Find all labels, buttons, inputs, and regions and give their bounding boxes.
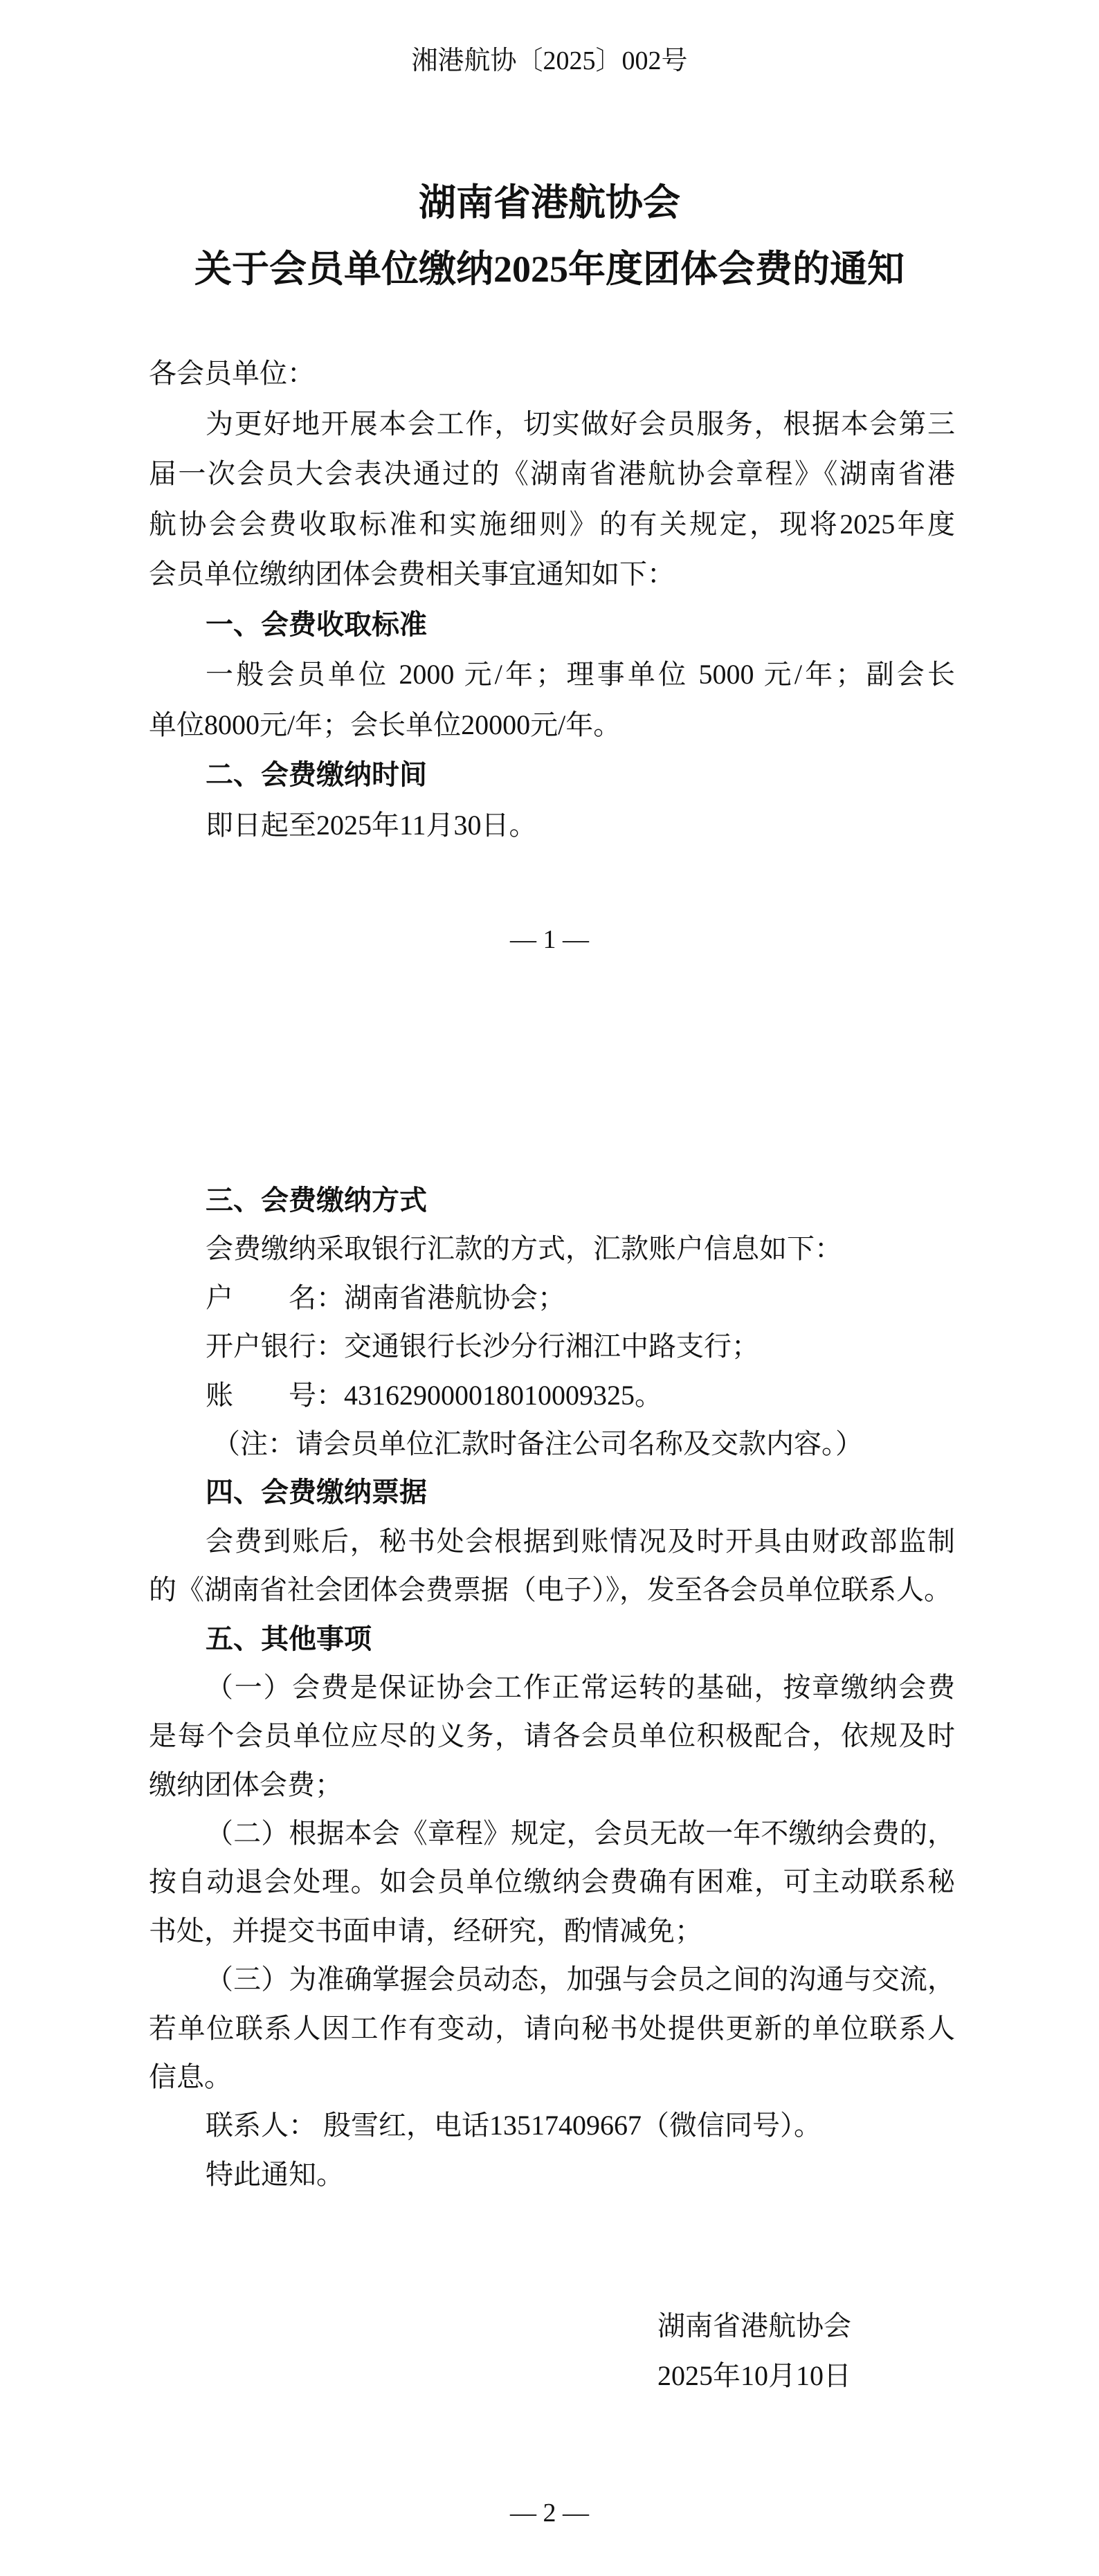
text-line: 二、会费缴纳时间 [206, 759, 427, 791]
paragraph [149, 399, 955, 600]
page1-body [149, 349, 955, 850]
text-line: （二）根据本会《章程》规定，会员无故一年不缴纳会费的， [206, 1818, 955, 1849]
text-line: 账 号：431629000018010009325。 [206, 1379, 662, 1411]
signature-org: 湖南省港航协会 [657, 2310, 851, 2341]
paragraph [149, 2150, 955, 2199]
paragraph [149, 1517, 955, 1615]
text-line: 各会员单位： [149, 358, 315, 389]
paragraph [149, 349, 955, 399]
text-line: 联系人： 殷雪红，电话13517409667（微信同号）。 [206, 2110, 821, 2141]
paragraph [149, 1809, 955, 1955]
section-heading [149, 750, 955, 801]
text-line: 会费到账后，秘书处会根据到账情况及时开具由财政部监制 [206, 1525, 955, 1557]
section-heading [149, 600, 955, 650]
paragraph [149, 1420, 955, 1468]
section-heading [149, 1468, 955, 1517]
text-line: 信息。 [149, 2061, 232, 2093]
text-line: 缴纳团体会费； [149, 1769, 343, 1800]
text-line: 按自动退会处理。如会员单位缴纳会费确有困难，可主动联系秘 [149, 1866, 955, 1898]
text-line: （一）会费是保证协会工作正常运转的基础，按章缴纳会费 [206, 1671, 955, 1703]
paragraph [149, 1955, 955, 2101]
text-line: 为更好地开展本会工作，切实做好会员服务，根据本会第三 [206, 408, 955, 439]
text-line: 一般会员单位 2000 元/年；理事单位 5000 元/年；副会长 [206, 659, 955, 690]
text-line: 开户银行：交通银行长沙分行湘江中路支行； [206, 1331, 759, 1362]
page-number-1: — 1 — [510, 925, 589, 954]
paragraph [149, 1663, 955, 1809]
text-line: 四、会费缴纳票据 [206, 1477, 427, 1509]
text-line: 是每个会员单位应尽的义务，请各会员单位积极配合，依规及时 [149, 1720, 955, 1752]
page2-body [149, 1176, 955, 2199]
text-line: （注：请会员单位汇款时备注公司名称及交款内容。） [212, 1427, 863, 1459]
text-line: （三）为准确掌握会员动态，加强与会员之间的沟通与交流， [206, 1964, 955, 1995]
text-line: 的《湖南省社会团体会费票据（电子）》，发至各会员单位联系人。 [149, 1574, 952, 1606]
paragraph [149, 650, 955, 750]
text-line: 书处，并提交书面申请，经研究，酌情减免； [149, 1915, 702, 1946]
section-heading [149, 1615, 955, 1663]
text-line: 五、其他事项 [206, 1623, 372, 1655]
text-line: 特此通知。 [206, 2158, 344, 2190]
text-line: 单位8000元/年；会长单位20000元/年。 [149, 709, 621, 740]
signature-date: 2025年10月10日 [657, 2360, 851, 2391]
paragraph [149, 1274, 955, 1322]
title-line-1: 湖南省港航协会 [419, 182, 680, 223]
text-line: 若单位联系人因工作有变动，请向秘书处提供更新的单位联系人 [149, 2012, 955, 2044]
text-line: 会费缴纳采取银行汇款的方式，汇款账户信息如下： [206, 1233, 842, 1265]
paragraph [149, 1371, 955, 1420]
paragraph [149, 801, 955, 851]
section-heading [149, 1176, 955, 1225]
text-line: 即日起至2025年11月30日。 [206, 809, 537, 841]
text-line: 航协会会费收取标准和实施细则》的有关规定，现将2025年度 [149, 508, 955, 540]
document-number: 湘港航协〔2025〕002号 [411, 46, 688, 75]
page-number-2: — 2 — [510, 2499, 589, 2528]
paragraph [149, 1225, 955, 1273]
text-line: 一、会费收取标准 [206, 608, 427, 641]
paragraph [149, 2101, 955, 2150]
text-line: 届一次会员大会表决通过的《湖南省港航协会章程》《湖南省港 [149, 458, 955, 489]
text-line: 户 名：湖南省港航协会； [206, 1281, 565, 1313]
paragraph [149, 1322, 955, 1371]
text-line: 三、会费缴纳方式 [206, 1185, 427, 1216]
title-line-2: 关于会员单位缴纳2025年度团体会费的通知 [194, 248, 905, 290]
text-line: 会员单位缴纳团体会费相关事宜通知如下： [149, 558, 675, 590]
